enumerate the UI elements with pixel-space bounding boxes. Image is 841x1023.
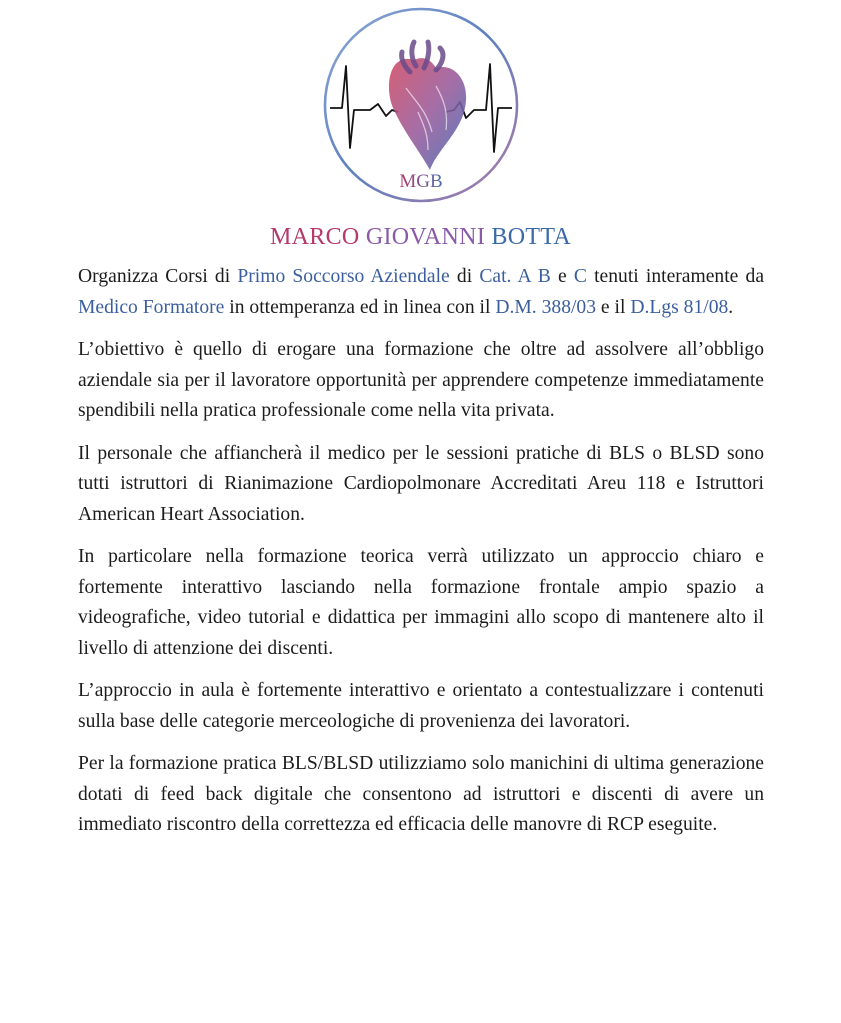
paragraph: Il personale che affiancherà il medico per le sessioni pratiche di BLS o BLSD sono tutti istruttori di Rianimazione Cardiopolmonare Accreditati Areu 118 e Istruttori American Heart Association. (78, 442, 764, 525)
paragraph: L’obiettivo è quello di erogare una formazione che oltre ad assolvere all’obbligo aziendale sia per il lavoratore opportunità per apprendere competenze immediatamente spendibili nella pratica professionale come nella vita privata. (78, 339, 764, 421)
brand-name (0, 224, 841, 251)
highlight-trainer: Medico Formatore (78, 296, 225, 318)
highlight-category-ab: Cat. A B (479, 266, 551, 287)
name-last: BOTTA (491, 224, 571, 250)
body-content (78, 262, 764, 853)
name-first: MARCO (270, 224, 366, 250)
highlight-dm: D.M. 388/03 (495, 296, 597, 318)
paragraph: Per la formazione pratica BLS/BLSD utilizziamo solo manichini di ultima generazione dotati di feed back digitale che consentono ad istruttori e discenti di avere un immediato riscontro della correttezza ed efficacia delle manovre di RCP eseguite. (78, 753, 764, 835)
highlight-course: Primo Soccorso Aziendale (237, 266, 450, 287)
svg-text:MGB: MGB (399, 171, 443, 192)
paragraph: In particolare nella formazione teorica verrà utilizzato un approccio chiaro e fortemente interattivo lasciando nella formazione frontale ampio spazio a videografiche, video tutorial e didattica per immagini allo scopo di mantenere alto il livello di attenzione dei discenti. (78, 546, 764, 659)
name-middle: GIOVANNI (365, 224, 492, 250)
heart-ecg-logo-icon (318, 2, 524, 208)
highlight-dlgs: D.Lgs 81/08 (630, 296, 729, 318)
highlight-category-c: C (573, 266, 587, 287)
paragraph: L’approccio in aula è fortemente interattivo e orientato a contestualizzare i contenuti sulla base delle categorie merceologiche di provenienza dei lavoratori. (78, 680, 764, 732)
intro-paragraph: Organizza Corsi di Primo Soccorso Aziendale di Cat. A B e C tenuti interamente da Medico Formatore in ottemperanza ed in linea con il D.M. 388/03 e il D.Lgs 81/08. (78, 266, 765, 318)
brand-logo (318, 2, 524, 208)
